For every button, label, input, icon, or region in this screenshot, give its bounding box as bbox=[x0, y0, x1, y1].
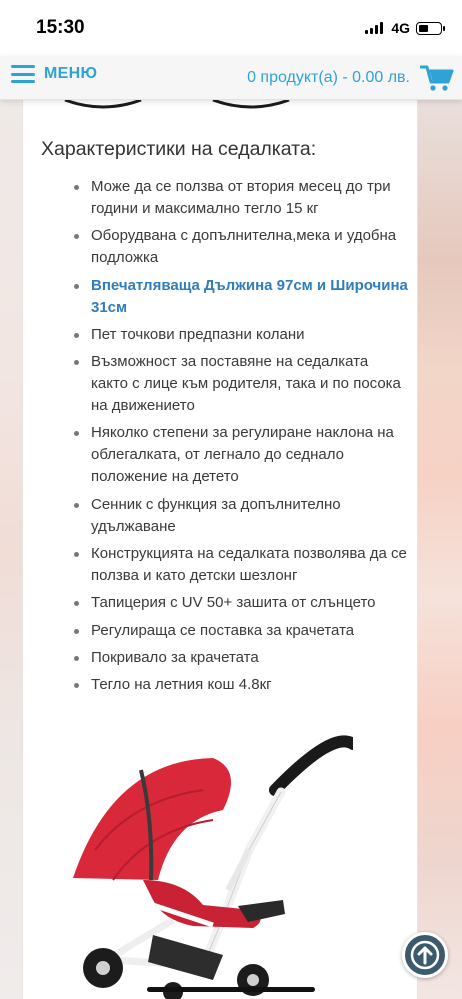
list-item: Може да се ползва от втория месец до три години и максимално тегло 15 кг bbox=[69, 176, 409, 220]
network-type: 4G bbox=[391, 20, 410, 36]
background-left bbox=[0, 100, 22, 999]
menu-label: МЕНЮ bbox=[44, 65, 98, 82]
list-item: Възможност за поставяне на седалката както с лице към родителя, така и по посока на движението bbox=[69, 351, 409, 417]
list-item: Няколко степени за регулиране наклона на облегалката, от легнало до седнало положение на детето bbox=[69, 422, 409, 488]
site-header bbox=[0, 56, 462, 100]
battery-icon bbox=[416, 22, 442, 35]
list-item: Тегло на летния кош 4.8кг bbox=[69, 674, 409, 696]
menu-button[interactable] bbox=[11, 65, 97, 83]
status-indicators bbox=[365, 20, 442, 36]
feature-list bbox=[69, 176, 409, 702]
hamburger-icon bbox=[11, 65, 35, 83]
cart-icon[interactable] bbox=[420, 64, 454, 92]
list-item: Регулираща се поставка за крачетата bbox=[69, 620, 409, 642]
product-content bbox=[22, 100, 418, 999]
list-item-highlight: Впечатляваща Дължина 97см и Широчина 31см bbox=[69, 275, 409, 319]
status-time: 15:30 bbox=[36, 17, 85, 38]
stroller-image bbox=[53, 730, 353, 999]
signal-icon bbox=[365, 22, 383, 34]
status-bar bbox=[0, 0, 462, 56]
section-title: Характеристики на седалката: bbox=[41, 138, 317, 160]
list-item: Сенник с функция за допълнително удължаване bbox=[69, 494, 409, 538]
background-right bbox=[418, 100, 462, 999]
cart-summary-link[interactable]: 0 продукт(а) - 0.00 лв. bbox=[247, 69, 410, 86]
list-item: Конструкцията на седалката позволява да се ползва и като детски шезлонг bbox=[69, 543, 409, 587]
list-item: Пет точкови предпазни колани bbox=[69, 324, 409, 346]
home-indicator bbox=[147, 987, 315, 992]
list-item: Оборудвана с допълнителна,мека и удобна подложка bbox=[69, 225, 409, 269]
arrow-up-icon bbox=[409, 939, 441, 971]
scroll-to-top-button[interactable] bbox=[402, 932, 448, 978]
list-item: Покривало за крачетата bbox=[69, 647, 409, 669]
list-item: Тапицерия с UV 50+ зашита от слънцето bbox=[69, 592, 409, 614]
wheels-image-fragment bbox=[63, 100, 323, 110]
